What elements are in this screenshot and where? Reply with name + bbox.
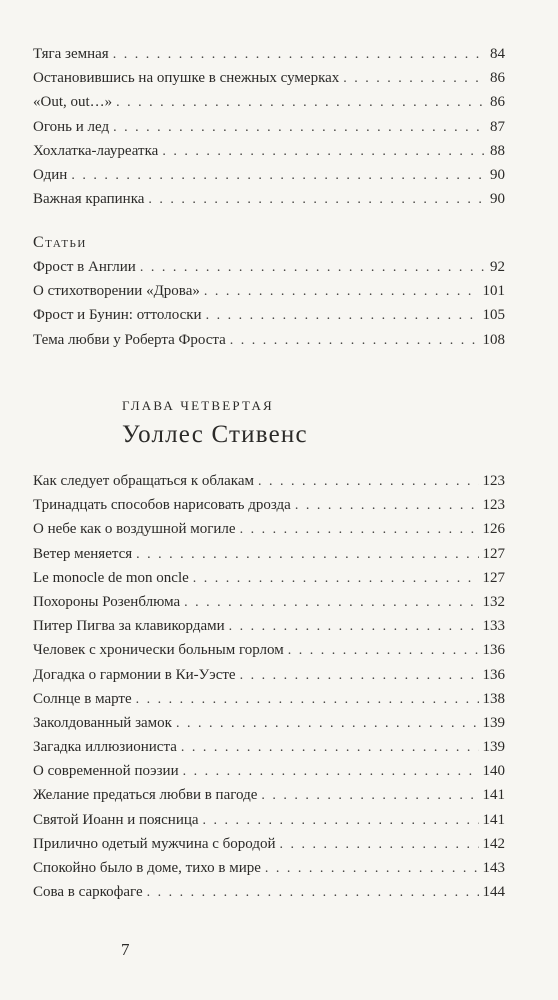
toc-entry-title: Важная крапинка (33, 191, 145, 208)
toc-entry-page: 123 (482, 473, 505, 489)
toc-entry-page: 136 (482, 666, 505, 683)
toc-entry-page: 101 (482, 283, 505, 300)
toc-list-frost-poems (33, 42, 505, 211)
toc-entry (33, 163, 505, 187)
toc-entry-title: Ветер меняется (33, 545, 133, 562)
dot-leader (343, 67, 486, 91)
toc-entry (33, 255, 505, 279)
toc-entry (33, 880, 505, 904)
toc-entry (33, 542, 505, 566)
toc-entry-page: 139 (482, 739, 505, 756)
toc-entry (33, 638, 505, 662)
toc-entry-title: Догадка о гармонии в Ки-Уэсте (33, 666, 236, 683)
toc-entry-title: Тема любви у Роберта Фроста (33, 331, 226, 348)
toc-entry (33, 517, 505, 541)
toc-entry-title: О современной поэзии (33, 763, 179, 780)
toc-entry-page: 143 (482, 860, 505, 876)
toc-entry (33, 187, 505, 211)
dot-leader (136, 543, 478, 567)
toc-entry (33, 469, 505, 493)
toc-entry-title: Человек с хронически больным горлом (33, 642, 284, 659)
toc-entry (33, 42, 505, 66)
toc-entry (33, 328, 505, 352)
toc-entry (33, 493, 505, 517)
toc-entry-page: 87 (490, 118, 505, 135)
dot-leader (71, 164, 486, 188)
toc-entry-page: 136 (482, 642, 505, 659)
toc-entry (33, 115, 505, 139)
toc-entry-page: 132 (482, 593, 505, 610)
toc-entry-title: Сова в саркофаге (33, 884, 143, 901)
toc-entry-title: Заколдованный замок (33, 714, 172, 731)
dot-leader (181, 736, 479, 760)
toc-entry-title: Тяга земная (33, 46, 109, 62)
dot-leader (280, 833, 479, 857)
toc-entry-page: 133 (482, 618, 505, 635)
toc-entry (33, 279, 505, 303)
dot-leader (265, 857, 479, 881)
toc-entry (33, 832, 505, 856)
dot-leader (288, 639, 479, 663)
toc-entry (33, 735, 505, 759)
dot-leader (258, 470, 479, 494)
toc-entry-page: 126 (482, 521, 505, 538)
toc-entry (33, 66, 505, 90)
toc-entry-title: Святой Иоанн и поясница (33, 811, 199, 828)
chapter-label: ГЛАВА ЧЕТВЕРТАЯ (122, 398, 274, 413)
toc-entry-page: 92 (490, 259, 505, 275)
toc-entry-title: Прилично одетый мужчина с бородой (33, 835, 276, 852)
toc-entry-page: 90 (490, 166, 505, 183)
dot-leader (113, 43, 486, 67)
toc-entry (33, 90, 505, 114)
toc-entry-title: О небе как о воздушной могиле (33, 521, 236, 538)
toc-entry-title: «Out, out…» (33, 94, 113, 111)
toc-entry (33, 759, 505, 783)
toc-entry-page: 141 (482, 787, 505, 804)
toc-entry-page: 139 (482, 714, 505, 731)
dot-leader (140, 256, 486, 280)
toc-entry (33, 566, 505, 590)
page-number: 7 (121, 940, 130, 959)
toc-list-stevens-poems (33, 469, 505, 904)
toc-entry-title: О стихотворении «Дрова» (33, 283, 200, 300)
toc-entry-page: 144 (482, 884, 505, 901)
toc-entry-page: 140 (482, 763, 505, 780)
toc-entry (33, 663, 505, 687)
toc-entry-page: 88 (490, 142, 505, 159)
toc-entry-title: Фрост в Англии (33, 259, 136, 275)
toc-entry-page: 108 (482, 331, 505, 348)
dot-leader (229, 615, 479, 639)
toc-entry (33, 139, 505, 163)
dot-leader (148, 188, 486, 212)
dot-leader (295, 494, 479, 518)
toc-entry-title: Тринадцать способов нарисовать дрозда (33, 497, 291, 514)
toc-entry-title: Желание предаться любви в пагоде (33, 787, 258, 804)
toc-entry (33, 783, 505, 807)
toc-entry-title: Загадка иллюзиониста (33, 739, 177, 756)
dot-leader (206, 304, 479, 328)
toc-entry-title: Le monocle de mon oncle (33, 569, 189, 586)
dot-leader (147, 881, 479, 905)
dot-leader (113, 116, 486, 140)
dot-leader (136, 688, 479, 712)
dot-leader (230, 329, 479, 353)
chapter-title: Уоллес Стивенс (122, 421, 308, 448)
toc-entry-title: Похороны Розенблюма (33, 593, 181, 610)
toc-entry-page: 123 (482, 497, 505, 514)
toc-entry (33, 808, 505, 832)
toc-entry-page: 142 (482, 835, 505, 852)
toc-entry-page: 90 (490, 191, 505, 208)
dot-leader (162, 140, 486, 164)
toc-entry-title: Спокойно было в доме, тихо в мире (33, 860, 261, 876)
toc-entry-page: 138 (482, 690, 505, 707)
toc-entry (33, 856, 505, 880)
toc-entry-page: 86 (490, 94, 505, 111)
dot-leader (116, 91, 486, 115)
dot-leader (176, 712, 479, 736)
dot-leader (204, 280, 479, 304)
toc-entry (33, 590, 505, 614)
toc-entry-title: Солнце в марте (33, 690, 132, 707)
toc-entry (33, 614, 505, 638)
dot-leader (184, 591, 478, 615)
dot-leader (240, 664, 479, 688)
toc-entry-title: Огонь и лед (33, 118, 110, 135)
toc-entry-page: 86 (490, 70, 505, 87)
toc-entry-title: Один (33, 166, 68, 183)
toc-entry-page: 127 (482, 569, 505, 586)
dot-leader (261, 784, 478, 808)
toc-entry-title: Фрост и Бунин: оттолоски (33, 307, 202, 324)
toc-entry (33, 303, 505, 327)
dot-leader (193, 567, 479, 591)
dot-leader (203, 809, 479, 833)
toc-entry-title: Питер Пигва за клавикордами (33, 618, 225, 635)
toc-entry (33, 711, 505, 735)
toc-entry-page: 141 (482, 811, 505, 828)
dot-leader (240, 518, 479, 542)
dot-leader (183, 760, 479, 784)
toc-entry-page: 127 (482, 545, 505, 562)
toc-entry-page: 84 (490, 46, 505, 62)
section-heading-articles: Статьи (33, 234, 87, 251)
toc-entry (33, 687, 505, 711)
toc-entry-title: Хохлатка-лауреатка (33, 142, 159, 159)
toc-entry-title: Остановившись на опушке в снежных сумерках (33, 70, 340, 87)
toc-entry-title: Как следует обращаться к облакам (33, 473, 254, 489)
toc-entry-page: 105 (482, 307, 505, 324)
toc-list-articles (33, 255, 505, 352)
